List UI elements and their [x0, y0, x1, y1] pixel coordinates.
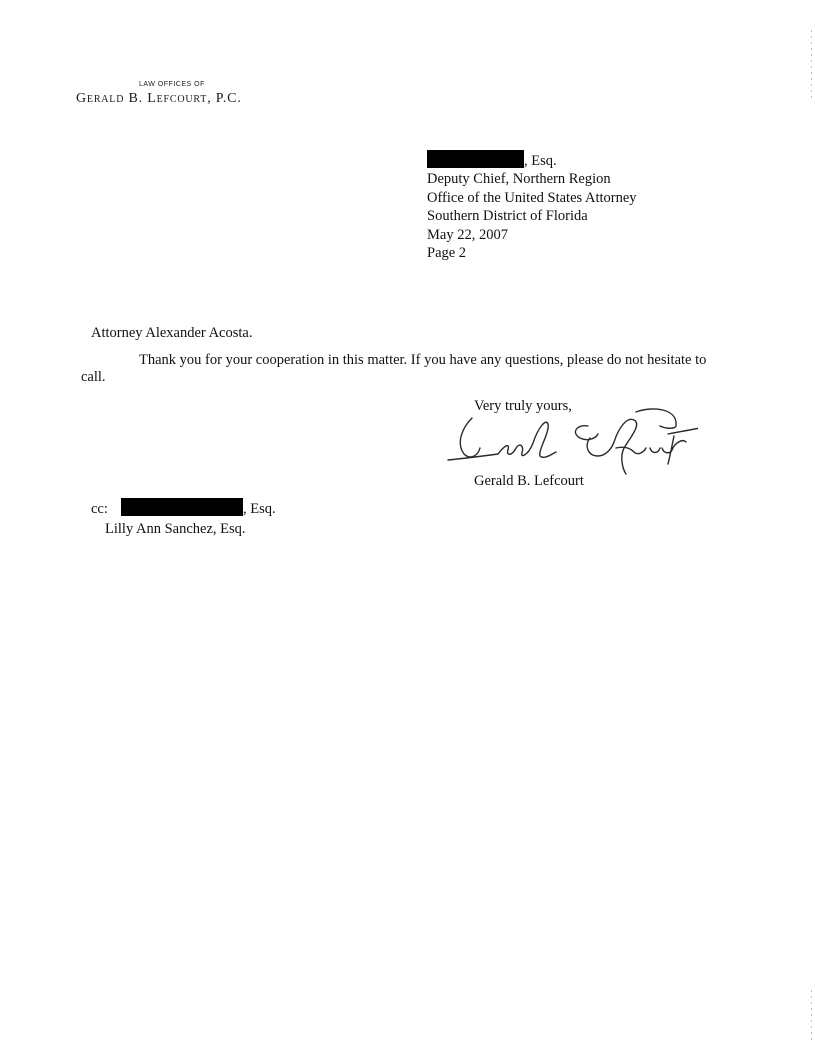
firm-name: Gerald B. Lefcourt, P.C.: [76, 91, 242, 106]
recipient-title: Deputy Chief, Northern Region: [427, 171, 611, 188]
redaction-box: [121, 498, 243, 516]
recipient-name-line: [427, 150, 637, 170]
recipient-block: [427, 150, 637, 262]
closing-salutation: Very truly yours,: [474, 398, 572, 414]
cc-label: cc:: [91, 501, 108, 517]
cc-first-suffix: , Esq.: [243, 501, 276, 517]
recipient-office: Office of the United States Attorney: [427, 189, 637, 206]
redaction-box: [427, 150, 524, 168]
cc-block: [91, 498, 276, 539]
signer-name: Gerald B. Lefcourt: [474, 473, 584, 489]
recipient-name-suffix: , Esq.: [524, 153, 557, 169]
handwritten-signature: [438, 398, 698, 478]
scan-edge-mark: [811, 30, 812, 100]
page-number: Page 2: [427, 245, 467, 262]
cc-line-1: [91, 498, 276, 519]
letter-date: May 22, 2007: [427, 226, 508, 243]
body-paragraph-1: Attorney Alexander Acosta.: [91, 325, 253, 341]
body-paragraph-2-text: Thank you for your cooperation in this matter. If you have any questions, please do not hesitate to call.: [81, 352, 707, 385]
cc-line-2: Lilly Ann Sanchez, Esq.: [105, 521, 246, 537]
body-paragraph-2: [81, 352, 721, 386]
letterhead-top-line: LAW OFFICES OF: [139, 81, 205, 88]
scan-edge-mark: [811, 990, 812, 1040]
recipient-district: Southern District of Florida: [427, 208, 588, 225]
